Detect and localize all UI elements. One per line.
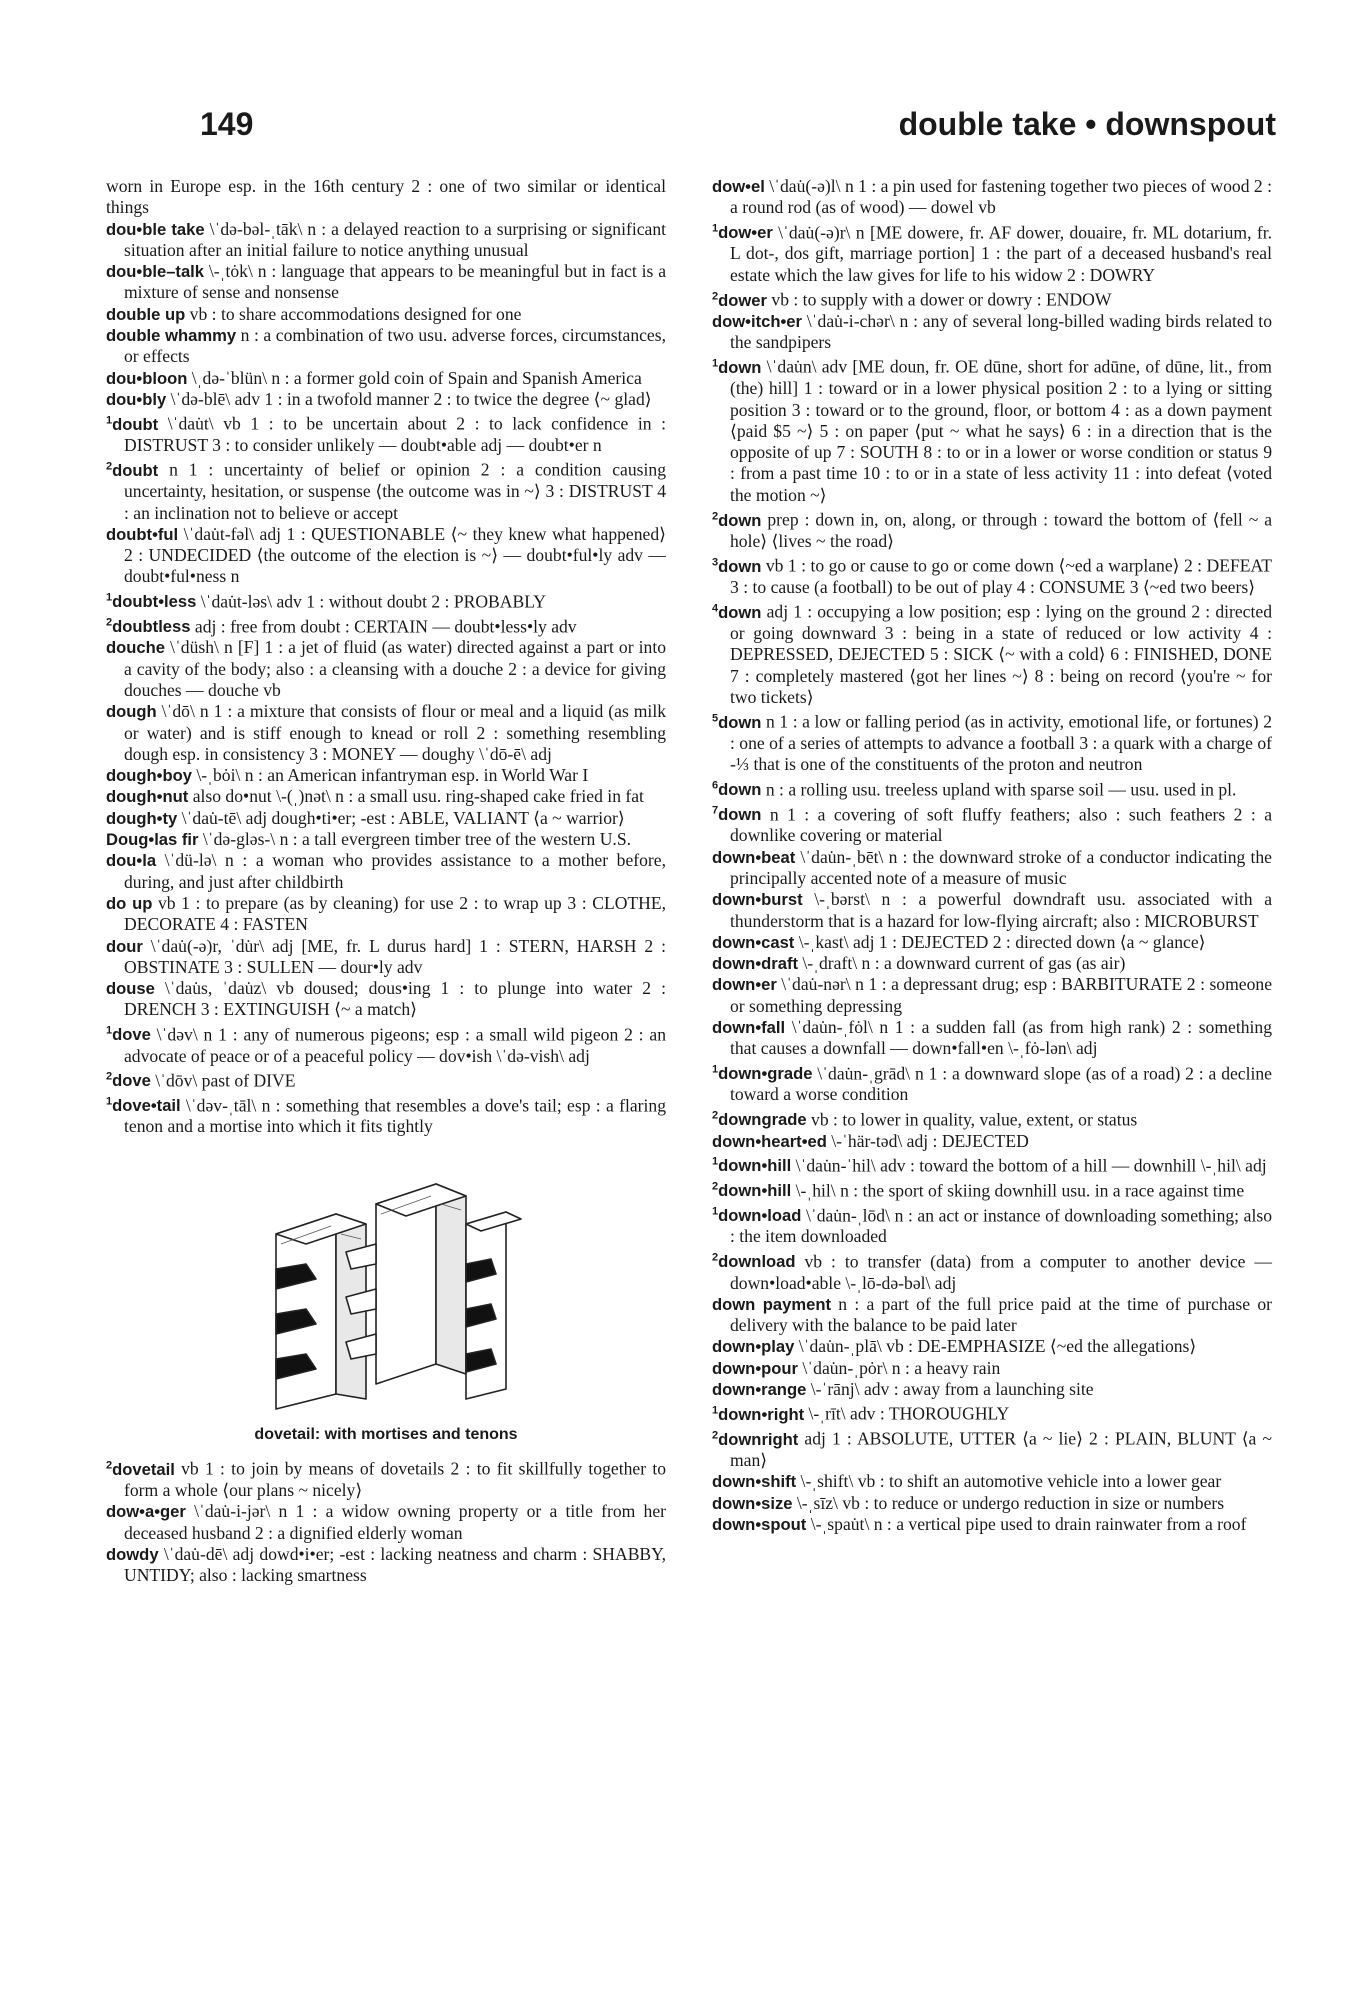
dictionary-entry (712, 932, 1272, 953)
headword-text: down•hill (718, 1156, 792, 1176)
dictionary-entry (106, 1455, 666, 1501)
entry-headword (106, 220, 205, 239)
dictionary-entry (712, 552, 1272, 598)
dictionary-entry (106, 829, 666, 850)
entry-headword (712, 1405, 804, 1424)
dictionary-entry (106, 808, 666, 829)
entry-headword (106, 1096, 181, 1115)
headword-text: down•shift (712, 1472, 797, 1492)
homograph-number: 1 (712, 357, 719, 370)
entry-definition: n 1 : a low or falling period (as in activity, emotional life, or fortunes) 2 : one of a series of attempts to advance a football 3 : a quark with a charge of -⅓ that is one of the constituents of the proton and neutron (730, 711, 1272, 775)
headword-text: down•range (712, 1380, 807, 1399)
headword-text: download (718, 1252, 796, 1272)
dictionary-entry (106, 1092, 666, 1138)
entry-definition: adj 1 : occupying a low position; esp : lying on the ground 2 : directed or going downward 3 : being in a state of reduced or low activity 4 : DEPRESSED, DEJECTED 5 : SICK ⟨~ with a cold⟩ 6 : FINISHED, DONE 7 : completely mastered ⟨got her lines ~⟩ 8 : being on record ⟨you're ~ for two tickets⟩ (730, 601, 1272, 708)
figure-caption: dovetail: with mortises and tenons (254, 1425, 518, 1443)
dictionary-entry (106, 613, 666, 638)
dictionary-entry (106, 410, 666, 456)
entry-definition: \ˈdōv\ past of DIVE (150, 1070, 296, 1091)
entry-headword (106, 1460, 175, 1479)
entry-definition: worn in Europe esp. in the 16th century 2 : one of two similar or identical things (106, 176, 666, 218)
headword-text: douse (106, 979, 155, 999)
homograph-number: 2 (106, 460, 113, 473)
headword-text: down (718, 602, 762, 622)
entry-definition: \ˈdō\ n 1 : a mixture that consists of flour or meal and a liquid (as milk or water) and is stiff enough to knead or roll 2 : something resembling dough esp. in consistency 3 : MONEY — doughy \ˈdō-ē\ adj (124, 701, 666, 764)
homograph-number: 2 (712, 1109, 719, 1122)
entry-definition: vb 1 : to join by means of dovetails 2 : to fit skillfully together to form a whole ⟨our plans ~ nicely⟩ (124, 1458, 666, 1500)
homograph-number: 2 (106, 1070, 113, 1083)
headword-text: dovetail (112, 1459, 175, 1479)
entry-headword (712, 1337, 794, 1356)
entry-headword (712, 933, 794, 952)
entry-headword (106, 525, 178, 544)
headword-text: down•spout (712, 1514, 807, 1534)
left-entries-after (106, 1455, 666, 1586)
entry-definition: vb 1 : to go or cause to go or come down ⟨~ed a warplane⟩ 2 : DEFEAT 3 : to cause (a football) to be out of play 4 : CONSUME 3 ⟨~ed two beers⟩ (730, 555, 1272, 597)
dictionary-entry (712, 953, 1272, 974)
homograph-number: 2 (712, 290, 719, 303)
entry-headword (106, 937, 143, 956)
headword-text: down (718, 510, 762, 530)
homograph-number: 1 (712, 1205, 719, 1218)
homograph-number: 7 (712, 804, 719, 817)
homograph-number: 1 (712, 1063, 719, 1076)
entry-definition: adj 1 : ABSOLUTE, UTTER ⟨a ~ lie⟩ 2 : PLAIN, BLUNT ⟨a ~ man⟩ (730, 1428, 1272, 1470)
entry-definition: \ˈdau̇t-fəl\ adj 1 : QUESTIONABLE ⟨~ they knew what happened⟩ 2 : UNDECIDED ⟨the outcome of the election is ~⟩ — doubt•ful•ly adv — doubt•ful•ness n (124, 523, 666, 587)
entry-definition: \-ˌhil\ n : the sport of skiing downhill usu. in a race against time (791, 1180, 1245, 1201)
entry-definition: \ˈdau̇(-ə)r\ n [ME dowere, fr. AF dower, douaire, fr. ML dotarium, fr. L dot-, dos gift, marriage portion] 1 : the part of a deceased husband's real estate which the law gives for life to his widow 2 : DOWRY (730, 222, 1272, 285)
dictionary-entry (106, 304, 666, 325)
entry-headword (712, 223, 773, 242)
dovetail-joint-illustration (236, 1164, 536, 1414)
running-head: double take • downspout (898, 106, 1276, 142)
headword-text: dow•er (718, 223, 773, 243)
headword-text: dove (112, 1071, 151, 1091)
dictionary-entry (712, 219, 1272, 286)
entry-headword (712, 954, 798, 973)
dictionary-entry (106, 219, 666, 262)
entry-definition: \ˈdau̇n-ˈhil\ adv : toward the bottom of a hill — downhill \-ˌhil\ adj (791, 1155, 1267, 1176)
right-column (712, 176, 1272, 1535)
dictionary-entry (712, 311, 1272, 354)
entry-headword (712, 848, 795, 867)
headword-text: doubt (112, 460, 159, 480)
headword-text: dower (718, 290, 767, 310)
entry-definition: \ˈdau̇(-ə)l\ n 1 : a pin used for fastening together two pieces of wood 2 : a round rod (as of wood) — dowel vb (730, 176, 1272, 218)
dictionary-entry (106, 325, 666, 368)
headword-text: down•cast (712, 932, 795, 952)
entry-definition: vb : to supply with a dower or dowry : ENDOW (767, 289, 1112, 310)
headword-text: down•fall (712, 1018, 786, 1038)
entry-headword (712, 1494, 793, 1513)
entry-definition: \ˈdau̇n-ˌplā\ vb : DE-EMPHASIZE ⟨~ed the allegations⟩ (794, 1336, 1197, 1357)
dictionary-entry (712, 176, 1272, 219)
headword-text: downgrade (718, 1110, 807, 1130)
entry-headword (106, 851, 156, 870)
entry-definition: vb : to transfer (data) from a computer to another device — down•load•able \-ˌlō-də-bəl\ adj (730, 1251, 1272, 1293)
headword-text: dou•bloon (106, 368, 188, 388)
dictionary-entry (712, 1152, 1272, 1177)
entry-definition: \-ˌtȯk\ n : language that appears to be meaningful but in fact is a mixture of sense and nonsense (124, 261, 666, 303)
entry-definition: \ˈdau̇n-ˌfȯl\ n 1 : a sudden fall (as from high rank) 2 : something that causes a downfall — down•fall•en \-ˌfȯ-lən\ adj (730, 1017, 1272, 1059)
entry-definition: \ˈdü-lə\ n : a woman who provides assistance to a mother before, during, and just after childbirth (124, 850, 666, 892)
entry-definition: \ˈdau̇-nər\ n 1 : a depressant drug; esp : BARBITURATE 2 : someone or something depressing (730, 974, 1272, 1016)
dictionary-entry (106, 936, 666, 979)
entry-definition: \-ˌrīt\ adv : THOROUGHLY (804, 1403, 1010, 1424)
dictionary-entry (712, 1106, 1272, 1131)
headword-text: dough•nut (106, 787, 189, 807)
entry-definition: n 1 : a covering of soft fluffy feathers; also : such feathers 2 : a downlike covering or material (730, 804, 1272, 846)
entry-definition: \ˈdau̇-i-jər\ n 1 : a widow owning property or a title from her deceased husband 2 : a dignified elderly woman (124, 1501, 666, 1543)
entry-headword (712, 291, 767, 310)
entry-headword (712, 713, 761, 732)
dictionary-entry (712, 708, 1272, 775)
dictionary-entry (712, 1336, 1272, 1357)
headword-text: down•pour (712, 1358, 798, 1378)
entry-headword (712, 1380, 806, 1399)
dictionary-entry (712, 1017, 1272, 1060)
dictionary-entry (712, 506, 1272, 552)
entry-definition: \-ˌkast\ adj 1 : DEJECTED 2 : directed down ⟨a ~ glance⟩ (794, 931, 1206, 952)
entry-headword (106, 1071, 151, 1090)
entry-headword (712, 603, 761, 622)
headword-text: down•beat (712, 847, 796, 867)
entry-headword (712, 1156, 791, 1175)
headword-text: dow•el (712, 177, 765, 196)
right-entries (712, 176, 1272, 1535)
headword-text: dow•a•ger (106, 1502, 186, 1522)
homograph-number: 1 (712, 222, 719, 235)
homograph-number: 2 (712, 1429, 719, 1442)
entry-definition: \ˈdau̇-dē\ adj dowd•i•er; -est : lacking neatness and charm : SHABBY, UNTIDY; also : lacking smartness (124, 1543, 666, 1586)
dictionary-entry (712, 286, 1272, 311)
entry-headword (712, 780, 761, 799)
headword-text: down (718, 805, 762, 825)
entry-headword (712, 1181, 791, 1200)
entry-definition: \-ˈhär-təd\ adj : DEJECTED (826, 1130, 1029, 1151)
entry-headword (106, 766, 192, 785)
entry-headword (712, 1206, 801, 1225)
entry-headword (712, 557, 761, 576)
dictionary-entry (106, 701, 666, 765)
entry-definition: \-ˈrānj\ adv : away from a launching site (806, 1379, 1094, 1399)
headword-text: down•er (712, 975, 777, 995)
homograph-number: 2 (712, 1180, 719, 1193)
dictionary-entry (106, 978, 666, 1021)
dictionary-entry (106, 456, 666, 523)
entry-definition: \ˈdə-blē\ adv 1 : in a twofold manner 2 : to twice the degree ⟨~ glad⟩ (166, 388, 652, 409)
headword-text: douche (106, 638, 166, 658)
dovetail-figure (106, 1164, 666, 1445)
homograph-number: 1 (106, 1024, 113, 1037)
dictionary-entry (712, 1202, 1272, 1248)
dictionary-entry (712, 1425, 1272, 1471)
left-column (106, 176, 666, 1586)
entry-headword (106, 894, 152, 913)
entry-headword (712, 1064, 812, 1083)
headword-text: down payment (712, 1294, 832, 1314)
headword-text: dow•itch•er (712, 311, 802, 331)
headword-text: downright (718, 1429, 799, 1449)
entry-headword (106, 592, 196, 611)
headword-text: down•draft (712, 954, 798, 974)
entry-headword (106, 638, 165, 657)
dictionary-entry (106, 1067, 666, 1092)
dictionary-entry (712, 889, 1272, 932)
entry-definition: adj : free from doubt : CERTAIN — doubt•less•ly adv (190, 616, 577, 637)
entry-definition: n : a rolling usu. treeless upland with sparse soil — usu. used in pl. (761, 779, 1237, 800)
dictionary-entry (712, 1471, 1272, 1492)
entry-headword (106, 390, 166, 409)
homograph-number: 1 (106, 591, 113, 604)
entry-headword (106, 262, 204, 281)
entry-headword (712, 1018, 785, 1037)
entry-headword (106, 415, 158, 434)
headword-text: Doug•las fir (106, 830, 199, 850)
entry-definition: prep : down in, on, along, or through : toward the bottom of ⟨fell ~ a hole⟩ ⟨lives ~ the road⟩ (730, 509, 1272, 551)
entry-headword (712, 177, 765, 196)
entry-definition: \-ˌbərst\ n : a powerful downdraft usu. associated with a thunderstorm that is a hazard for low-flying aircraft; also : MICROBURST (730, 889, 1272, 931)
dictionary-entry (106, 850, 666, 893)
dictionary-entry (712, 776, 1272, 801)
dictionary-entry (712, 974, 1272, 1017)
entry-definition: \ˈdau̇n-ˌbēt\ n : the downward stroke of a conductor indicating the principally accented note of a measure of music (730, 846, 1272, 888)
homograph-number: 2 (712, 1251, 719, 1264)
entry-headword (712, 975, 777, 994)
entry-definition: \ˈdau̇s, ˈdau̇z\ vb doused; dous•ing 1 : to plunge into water 2 : DRENCH 3 : EXTINGUISH ⟨~ a match⟩ (124, 978, 666, 1020)
headword-text: down•hill (718, 1181, 792, 1201)
dictionary-entry (106, 637, 666, 701)
entry-definition: \-ˌbȯi\ n : an American infantryman esp. in World War I (192, 765, 589, 786)
entry-definition: n : a combination of two usu. adverse forces, circumstances, or effects (124, 325, 666, 367)
headword-text: down•grade (718, 1064, 813, 1084)
left-entries (106, 176, 666, 1138)
entry-definition: vb : to share accommodations designed for one (185, 303, 522, 324)
headword-text: down•size (712, 1493, 793, 1513)
entry-definition: \ˈdau̇n-ˌpȯr\ n : a heavy rain (798, 1357, 1001, 1378)
entry-definition: \ˌdə-ˈblün\ n : a former gold coin of Spain and Spanish America (187, 367, 642, 388)
dictionary-entry (712, 1379, 1272, 1400)
entry-definition: \-ˌshift\ vb : to shift an automotive vehicle into a lower gear (796, 1471, 1222, 1492)
entry-definition: \ˈdəv\ n 1 : any of numerous pigeons; esp : a small wild pigeon 2 : an advocate of peace or of a peaceful policy — dov•ish \ˈdə-vish\ adj (124, 1024, 666, 1066)
entry-definition: \ˈdau̇n-ˌlōd\ n : an act or instance of downloading something; also : the item downloaded (730, 1205, 1272, 1247)
headword-text: down•heart•ed (712, 1131, 827, 1151)
entry-definition: \ˈdə-bəl-ˌtāk\ n : a delayed reaction to a surprising or significant situation after an initial failure to notice anything unusual (124, 218, 667, 260)
dictionary-entry (712, 1493, 1272, 1514)
headword-text: dowdy (106, 1544, 159, 1564)
headword-text: doubt (112, 414, 159, 434)
dictionary-entry (106, 524, 666, 588)
entry-headword (106, 979, 155, 998)
headword-text: down•right (718, 1404, 805, 1424)
headword-text: do up (106, 893, 153, 913)
entry-headword (106, 617, 191, 636)
entry-headword (712, 890, 803, 909)
entry-definition: \ˈdau̇-i-chər\ n : any of several long-billed wading birds related to the sandpipers (730, 310, 1272, 353)
headword-text: dou•bly (106, 389, 167, 409)
entry-headword (712, 1515, 806, 1534)
dictionary-entry (712, 353, 1272, 506)
dictionary-entry (106, 1021, 666, 1067)
entry-headword (712, 1430, 798, 1449)
entry-definition: \ˈdau̇n-ˌgrād\ n 1 : a downward slope (as of a road) 2 : a decline toward a worse condition (730, 1063, 1272, 1105)
entry-headword (106, 809, 177, 828)
entry-headword (106, 702, 157, 721)
entry-definition: \ˈdüsh\ n [F] 1 : a jet of fluid (as water) directed against a part or into a cavity of the body; also : a cleansing with a douche 2 : a device for giving douches — douche vb (124, 637, 666, 700)
homograph-number: 5 (712, 712, 719, 725)
entry-headword (106, 787, 188, 806)
entry-headword (106, 461, 158, 480)
entry-definition: vb : to lower in quality, value, extent, or status (806, 1109, 1138, 1130)
headword-text: dough•boy (106, 766, 192, 786)
entry-headword (712, 1110, 807, 1129)
dictionary-entry (712, 1248, 1272, 1294)
dictionary-entry (712, 847, 1272, 890)
entry-headword (106, 326, 236, 345)
page-number: 149 (200, 106, 254, 142)
headword-text: down•load (718, 1206, 802, 1226)
headword-text: dough (106, 702, 157, 722)
entry-headword (106, 1502, 186, 1521)
entry-headword (106, 1025, 151, 1044)
headword-text: doubt•less (112, 592, 197, 612)
dictionary-entry (106, 588, 666, 613)
homograph-number: 2 (106, 1459, 113, 1472)
entry-headword (712, 1295, 831, 1314)
entry-definition: \ˈdəv-ˌtāl\ n : something that resembles a dove's tail; esp : a flaring tenon and a mortise into which it fits tightly (124, 1095, 666, 1137)
dictionary-entry (106, 1501, 666, 1544)
headword-text: dour (106, 936, 143, 956)
dictionary-entry (106, 1544, 666, 1587)
entry-headword (712, 805, 761, 824)
headword-text: double whammy (106, 326, 237, 346)
headword-text: down•play (712, 1337, 795, 1357)
homograph-number: 2 (106, 616, 113, 629)
entry-headword (712, 511, 761, 530)
entry-headword (106, 305, 185, 324)
entry-headword (106, 830, 198, 849)
homograph-number: 1 (712, 1155, 719, 1168)
dictionary-entry (712, 801, 1272, 847)
headword-text: down (718, 780, 762, 800)
dictionary-entry (106, 368, 666, 389)
entry-headword (106, 1545, 159, 1564)
dictionary-entry (712, 1060, 1272, 1106)
entry-headword (712, 1132, 827, 1151)
entry-definition: \ˈdau̇(-ə)r, ˈdu̇r\ adj [ME, fr. L durus hard] 1 : STERN, HARSH 2 : OBSTINATE 3 : SULLEN — dour•ly adv (124, 935, 666, 977)
entry-definition: n 1 : uncertainty of belief or opinion 2 : a condition causing uncertainty, hesitation, or suspense ⟨the outcome was in ~⟩ 3 : DISTRUST 4 : an inclination not to believe or accept (124, 459, 666, 523)
dictionary-entry (106, 893, 666, 936)
homograph-number: 1 (106, 1095, 113, 1108)
headword-text: double up (106, 304, 186, 324)
entry-headword (712, 1472, 796, 1491)
dictionary-entry (106, 765, 666, 786)
entry-definition: \-ˌdraft\ n : a downward current of gas (as air) (798, 953, 1126, 974)
dictionary-entry (712, 1294, 1272, 1337)
entry-definition: \ˈdau̇n\ adv [ME doun, fr. OE dūne, short for adūne, of dūne, lit., from (the) hill] 1 : toward or in a lower physical position 2 : to a lying or sitting position 3 : toward or to the ground, floor, or bottom 4 : as a down payment ⟨paid $5 ~⟩ 5 : on paper ⟨put ~ what he says⟩ 6 : in a direction that is the opposite of up 7 : SOUTH 8 : to or in a lower or worse condition or status 9 : from a past time 10 : to or in a state of less activity 11 : into defeat ⟨voted the motion ~⟩ (730, 356, 1272, 505)
entry-definition: \ˈdau̇t-ləs\ adv 1 : without doubt 2 : PROBABLY (196, 591, 546, 612)
headword-text: dough•ty (106, 808, 178, 828)
entry-definition: n : a part of the full price paid at the time of purchase or delivery with the balance to be paid later (730, 1293, 1273, 1336)
dictionary-entry (712, 1400, 1272, 1425)
headword-text: down (718, 712, 762, 732)
dictionary-entry (712, 1177, 1272, 1202)
dictionary-entry (106, 786, 666, 807)
homograph-number: 2 (712, 510, 719, 523)
homograph-number: 4 (712, 602, 719, 615)
headword-text: dou•la (106, 851, 157, 871)
homograph-number: 6 (712, 779, 719, 792)
headword-text: down (718, 556, 762, 576)
dictionary-entry (712, 598, 1272, 708)
headword-text: down•burst (712, 890, 803, 910)
headword-text: doubt•ful (106, 524, 179, 544)
dictionary-entry (106, 261, 666, 304)
homograph-number: 1 (712, 1404, 719, 1417)
dictionary-entry (712, 1131, 1272, 1152)
entry-headword (712, 312, 802, 331)
dictionary-entry (106, 176, 666, 219)
headword-text: doubtless (112, 617, 191, 637)
entry-headword (712, 1359, 798, 1378)
headword-text: dou•ble–talk (106, 262, 205, 282)
homograph-number: 1 (106, 414, 113, 427)
entry-definition: \-ˌsīz\ vb : to reduce or undergo reduction in size or numbers (792, 1492, 1225, 1513)
entry-definition: \ˈdau̇-tē\ adj dough•ti•er; -est : ABLE, VALIANT ⟨a ~ warrior⟩ (177, 807, 625, 828)
entry-headword (712, 358, 761, 377)
headword-text: dou•ble take (106, 219, 205, 239)
dictionary-entry (106, 389, 666, 410)
entry-headword (712, 1252, 796, 1271)
entry-definition: \ˈdau̇t\ vb 1 : to be uncertain about 2 : to lack confidence in : DISTRUST 3 : to consider unlikely — doubt•able adj — doubt•er n (124, 413, 666, 456)
headword-text: dove (112, 1025, 151, 1045)
homograph-number: 3 (712, 556, 719, 569)
headword-text: dove•tail (112, 1096, 181, 1116)
dictionary-entry (712, 1514, 1272, 1535)
entry-definition: \-ˌspau̇t\ n : a vertical pipe used to drain rainwater from a roof (806, 1513, 1247, 1534)
headword-text: down (718, 357, 762, 377)
entry-definition: vb 1 : to prepare (as by cleaning) for use 2 : to wrap up 3 : CLOTHE, DECORATE 4 : FASTEN (124, 892, 666, 935)
entry-definition: also do•nut \-(ˌ)nət\ n : a small usu. ring-shaped cake fried in fat (188, 786, 644, 807)
dictionary-entry (712, 1358, 1272, 1379)
entry-definition: \ˈdə-gləs-\ n : a tall evergreen timber tree of the western U.S. (198, 829, 632, 850)
entry-headword (106, 369, 187, 388)
